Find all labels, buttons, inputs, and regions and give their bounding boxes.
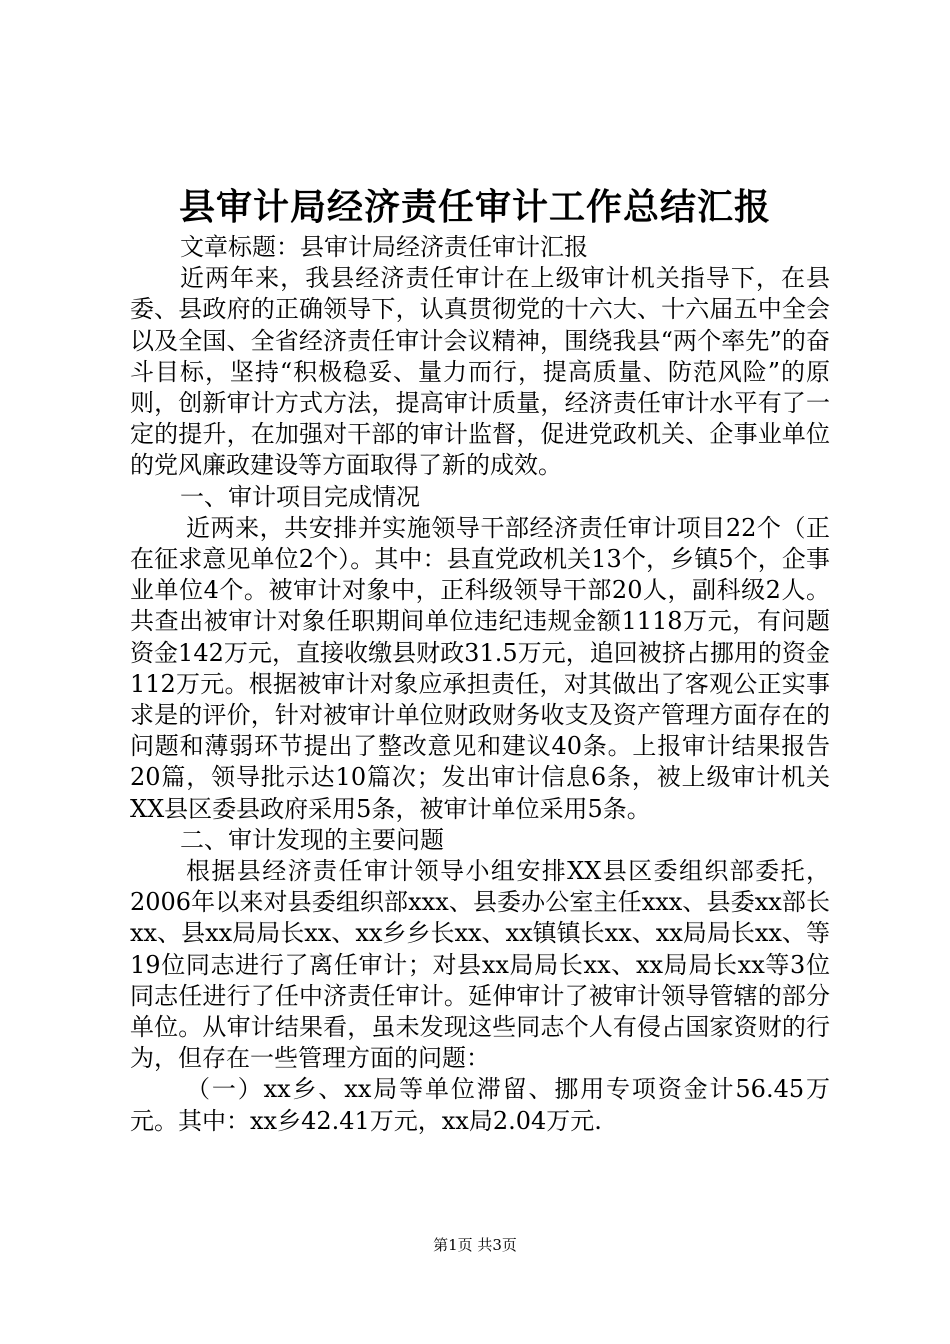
subsection-1-paragraph: （一）xx乡、xx局等单位滞留、挪用专项资金计56.45万元。其中：xx乡42.41万元，xx局2.04万元. xyxy=(130,1075,830,1135)
article-title-line: 文章标题：县审计局经济责任审计汇报 xyxy=(180,233,588,261)
page-number-footer: 第1页 共3页 xyxy=(433,1236,517,1254)
intro-paragraph: 近两年来，我县经济责任审计在上级审计机关指导下，在县委、县政府的正确领导下，认真贯彻党的十六大、十六届五中全会以及全国、全省经济责任审计会议精神，围绕我县“两个率先”的奋斗目标，坚持“积极稳妥、量力而行，提高质量、防范风险”的原则，创新审计方式方法，提高审计质量，经济责任审计水平有了一定的提升，在加强对干部的审计监督，促进党政机关、企事业单位的党风廉政建设等方面取得了新的成效。 xyxy=(130,264,830,480)
section-2-paragraph: 根据县经济责任审计领导小组安排XX县区委组织部委托，2006年以来对县委组织部xxx、县委办公室主任xxx、县委xx部长xx、县xx局局长xx、xx乡乡长xx、xx镇镇长xx、xx局局长xx、等19位同志进行了离任审计；对县xx局局长xx、xx局局长xx等3位同志任进行了任中济责任审计。延伸审计了被审计领导管辖的部分单位。从审计结果看，虽未发现这些同志个人有侵占国家资财的行为，但存在一些管理方面的问题： xyxy=(130,857,830,1073)
document-title: 县审计局经济责任审计工作总结汇报 xyxy=(178,186,771,228)
section-heading-1: 一、审计项目完成情况 xyxy=(180,482,420,511)
section-1-paragraph: 近两来，共安排并实施领导干部经济责任审计项目22个（正在征求意见单位2个）。其中：县直党政机关13个，乡镇5个，企事业单位4个。被审计对象中，正科级领导干部20人，副科级2人。共查出被审计对象任职期间单位违纪违规金额1118万元，有问题资金142万元，直接收缴县财政31.5万元，追回被挤占挪用的资金112万元。根据被审计对象应承担责任，对其做出了客观公正实事求是的评价，针对被审计单位财政财务收支及资产管理方面存在的问题和薄弱环节提出了整改意见和建议40条。上报审计结果报告20篇，领导批示达10篇次；发出审计信息6条，被上级审计机关XX县区委县政府采用5条，被审计单位采用5条。 xyxy=(130,513,830,823)
section-heading-2: 二、审计发现的主要问题 xyxy=(180,825,444,854)
document-body xyxy=(130,232,830,1137)
